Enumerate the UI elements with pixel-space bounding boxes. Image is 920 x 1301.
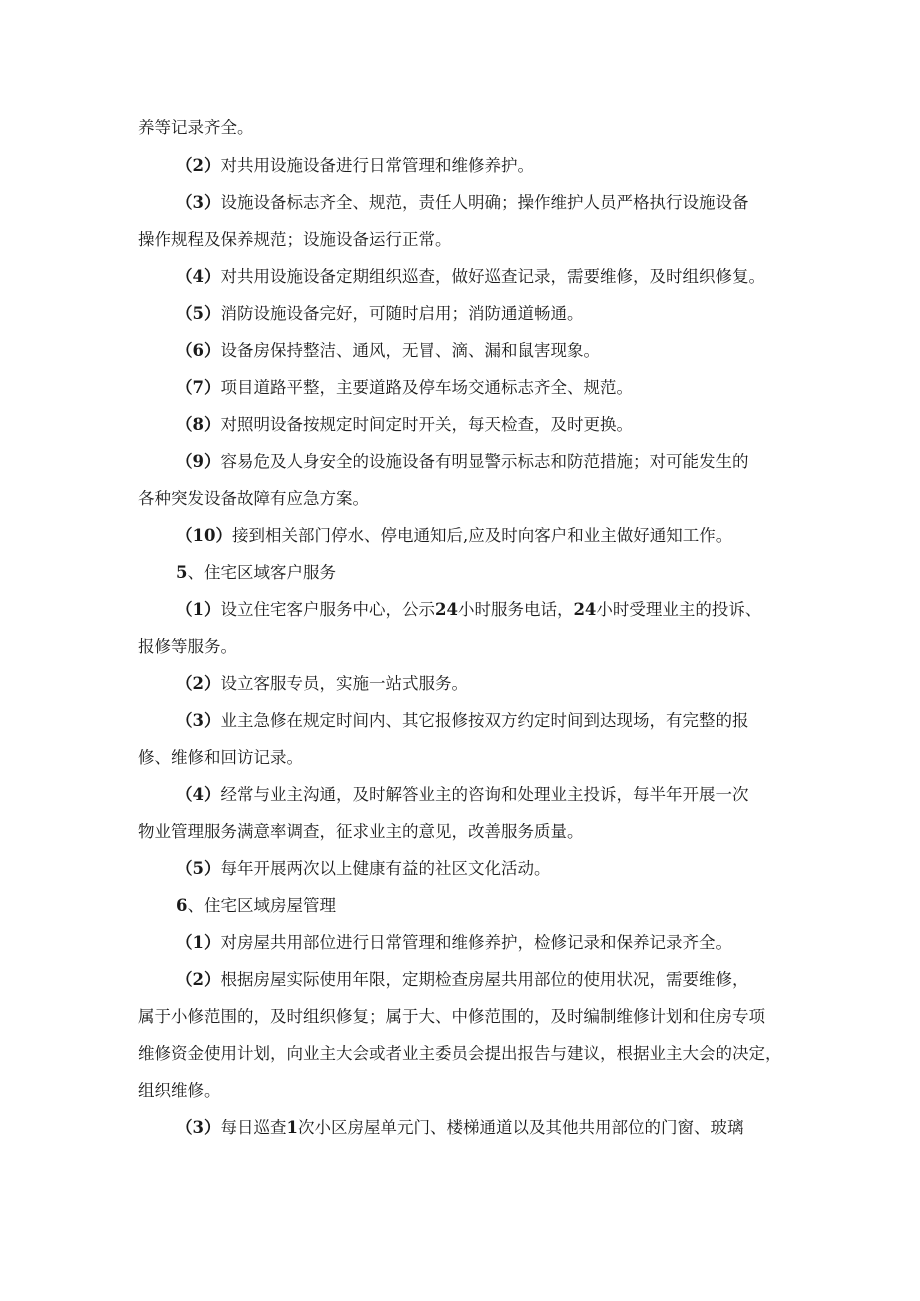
paragraph-line: 操作规程及保养规范；设施设备运行正常。 [138,230,452,249]
paragraph-line: 维修资金使用计划，向业主大会或者业主委员会提出报告与建议，根据业主大会的决定， [138,1044,782,1063]
item-number: （5） [176,859,221,878]
item-number: （6） [176,341,221,360]
section-heading: 6、住宅区域房屋管理 [176,896,336,915]
list-item: （5）每年开展两次以上健康有益的社区文化活动。 [176,859,551,878]
paragraph-line: 物业管理服务满意率调查，征求业主的意见，改善服务质量。 [138,822,584,841]
list-item: （3）每日巡查1次小区房屋单元门、楼梯通道以及其他共用部位的门窗、玻璃 [176,1118,744,1137]
list-item: （10）接到相关部门停水、停电通知后,应及时向客户和业主做好通知工作。 [176,526,733,545]
paragraph-line: 各种突发设备故障有应急方案。 [138,489,369,508]
list-item: （3）设施设备标志齐全、规范，责任人明确；操作维护人员严格执行设施设备 [176,193,749,212]
list-item: （9）容易危及人身安全的设施设备有明显警示标志和防范措施；对可能发生的 [176,452,749,471]
list-item: （2）设立客服专员，实施一站式服务。 [176,674,468,693]
paragraph-line: 组织维修。 [138,1081,221,1100]
section-heading: 5、住宅区域客户服务 [176,563,336,582]
section-number: 5 [176,563,188,582]
list-item: （2）对共用设施设备进行日常管理和维修养护。 [176,156,534,175]
item-number: （1） [176,933,221,952]
item-number: （7） [176,378,221,397]
paragraph-line: 修、维修和回访记录。 [138,748,303,767]
list-item: （4）对共用设施设备定期组织巡查，做好巡查记录，需要维修，及时组织修复。 [176,267,765,286]
section-number: 6 [176,896,188,915]
item-number: （3） [176,193,221,212]
item-number: （8） [176,415,221,434]
list-item: （1）设立住宅客户服务中心，公示24小时服务电话，24小时受理业主的投诉、 [176,600,762,619]
item-number: （2） [176,970,221,989]
list-item: （8）对照明设备按规定时间定时开关，每天检查，及时更换。 [176,415,633,434]
list-item: （5）消防设施设备完好，可随时启用；消防通道畅通。 [176,304,584,323]
list-item: （3）业主急修在规定时间内、其它报修按双方约定时间到达现场，有完整的报 [176,711,749,730]
list-item: （4）经常与业主沟通，及时解答业主的咨询和处理业主投诉，每半年开展一次 [176,785,749,804]
list-item: （6）设备房保持整洁、通风，无冒、滴、漏和鼠害现象。 [176,341,600,360]
item-number: （2） [176,156,221,175]
item-number: （1） [176,600,221,619]
paragraph-line: 养等记录齐全。 [138,118,254,137]
item-number: （9） [176,452,221,471]
paragraph-line: 报修等服务。 [138,637,237,656]
item-number: （3） [176,711,221,730]
item-number: （5） [176,304,221,323]
item-number: （3） [176,1118,221,1137]
list-item: （2）根据房屋实际使用年限，定期检查房屋共用部位的使用状况，需要维修， [176,970,749,989]
item-number: （2） [176,674,221,693]
item-number: （4） [176,785,221,804]
item-number: （4） [176,267,221,286]
list-item: （7）项目道路平整，主要道路及停车场交通标志齐全、规范。 [176,378,633,397]
list-item: （1）对房屋共用部位进行日常管理和维修养护，检修记录和保养记录齐全。 [176,933,732,952]
paragraph-line: 属于小修范围的，及时组织修复；属于大、中修范围的，及时编制维修计划和住房专项 [138,1007,765,1026]
item-number: （10） [176,526,232,545]
